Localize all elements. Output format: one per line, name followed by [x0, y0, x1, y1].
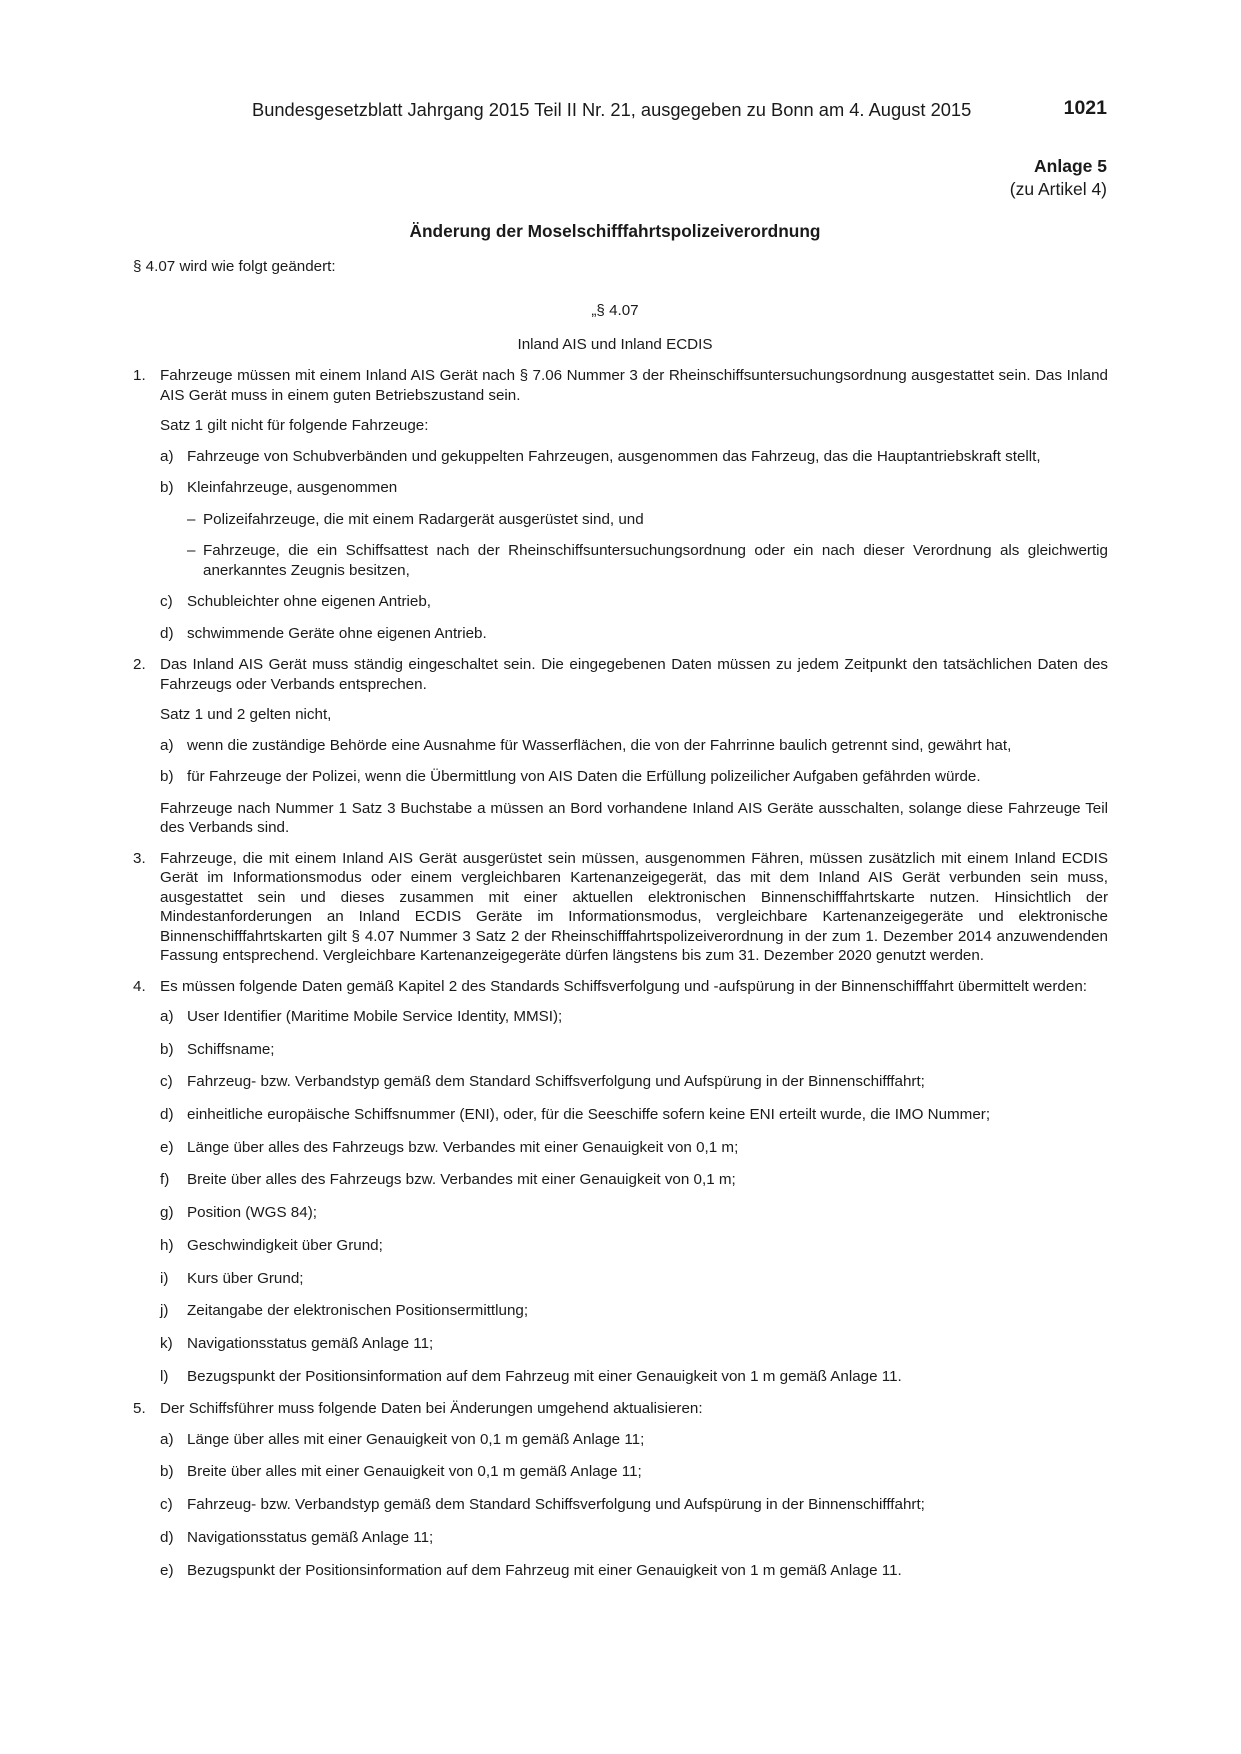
sub-text: Kleinfahrzeuge, ausgenommen — [187, 479, 398, 496]
sub-text: für Fahrzeuge der Polizei, wenn die Übermittlung von AIS Daten die Erfüllung polizeilicher Aufgaben gefährden würde. — [187, 768, 981, 785]
dash-text: Fahrzeuge, die ein Schiffsattest nach der Rheinschiffsuntersuchungsordnung oder ein nach dieser Verordnung als gleichwertig anerkanntes Zeugnis besitzen, — [203, 542, 1108, 579]
sub-item — [133, 1072, 1108, 1092]
document-body — [133, 366, 1108, 1593]
sub-text: Position (WGS 84); — [187, 1204, 317, 1222]
dash-item — [133, 510, 1108, 530]
paragraph: Fahrzeuge nach Nummer 1 Satz 3 Buchstabe a müssen an Bord vorhandene Inland AIS Geräte ausschalten, solange diese Fahrzeuge Teil des Verbands sind. — [160, 799, 1108, 836]
document-title: Änderung der Moselschifffahrtspolizeiverordnung — [409, 221, 821, 241]
sub-label: a) — [160, 1430, 174, 1448]
sub-item — [133, 1334, 1108, 1354]
list-item-1 — [133, 366, 1108, 405]
sub-item — [133, 736, 1108, 756]
sub-label: c) — [160, 593, 173, 610]
item-text: Fahrzeuge müssen mit einem Inland AIS Gerät nach § 7.06 Nummer 3 der Rheinschiffsuntersuchungsordnung ausgestattet sein. Das Inland AIS Gerät muss in einem guten Betriebszustand sein. — [160, 367, 1108, 404]
sub-label: l) — [160, 1367, 169, 1385]
sub-text: Breite über alles mit einer Genauigkeit von 0,1 m gemäß Anlage 11; — [187, 1463, 642, 1481]
sub-label: b) — [160, 1040, 174, 1058]
item-number: 3. — [133, 849, 146, 867]
sub-item — [133, 1561, 1108, 1581]
sub-item — [133, 1269, 1108, 1289]
sub-item — [133, 624, 1108, 644]
sub-text: Bezugspunkt der Positionsinformation auf dem Fahrzeug mit einer Genauigkeit von 1 m gemäß Anlage 11. — [187, 1561, 902, 1579]
item-number: 1. — [133, 367, 146, 384]
sub-item — [133, 1301, 1108, 1321]
item-text: Fahrzeuge, die mit einem Inland AIS Gerät ausgerüstet sein müssen, ausgenommen Fähren, müssen zusätzlich mit einem Inland ECDIS Gerät im Informationsmodus oder einem vergleichbaren Kartenanzeigegerät, das mit dem Inland AIS Gerät verbunden sein muss, ausgestattet sein und dieses zusammen mit einer aktuellen elektronischen Binnenschifffahrtskarte nutzen. Hinsichtlich der Mindestanforderungen an Inland ECDIS Geräte im Informationsmodus, vergleichbare Kartenanzeigegeräte und elektronische Binnenschifffahrtskarten gilt § 4.07 Nummer 3 Satz 2 der Rheinschifffahrtspolizeiverordnung in der zum 1. Dezember 2014 anzuwendenden Fassung entsprechend. Vergleichbare Kartenanzeigegeräte dürfen längstens bis zum 31. Dezember 2020 genutzt werden. — [160, 849, 1108, 964]
sub-text: Schubleichter ohne eigenen Antrieb, — [187, 593, 432, 610]
item-number: 4. — [133, 977, 146, 995]
section-heading: Inland AIS und Inland ECDIS — [517, 336, 713, 353]
sub-label: a) — [160, 1008, 174, 1025]
sub-text: Navigationsstatus gemäß Anlage 11; — [187, 1528, 434, 1546]
sub-item — [133, 478, 1108, 498]
sub-label: a) — [160, 447, 174, 465]
sub-label: c) — [160, 1496, 173, 1514]
sub-label: d) — [160, 1528, 174, 1546]
header-text: Bundesgesetzblatt Jahrgang 2015 Teil II Nr. 21, ausgegeben zu Bonn am 4. August 2015 — [252, 99, 972, 120]
sub-text: einheitliche europäische Schiffsnummer (ENI), oder, für die Seeschiffe sofern keine ENI erteilt wurde, die IMO Nummer; — [187, 1106, 991, 1124]
sub-item — [133, 1138, 1108, 1158]
sub-label: b) — [160, 479, 174, 496]
sub-item — [133, 447, 1108, 467]
sub-label: h) — [160, 1236, 174, 1254]
sub-item — [133, 1007, 1108, 1027]
list-item-5 — [133, 1399, 1108, 1419]
sub-item — [133, 1367, 1108, 1387]
sub-label: b) — [160, 768, 174, 785]
sub-text: Geschwindigkeit über Grund; — [187, 1236, 383, 1254]
sub-item — [133, 1495, 1108, 1515]
annex-label — [1010, 155, 1107, 201]
sub-label: d) — [160, 624, 174, 642]
sub-item — [133, 1040, 1108, 1060]
item-text: Das Inland AIS Gerät muss ständig eingeschaltet sein. Die eingegebenen Daten müssen zu jedem Zeitpunkt den tatsächlichen Daten des Fahrzeugs oder Verbands entsprechen. — [160, 656, 1108, 693]
sub-text: Schiffsname; — [187, 1040, 275, 1058]
paragraph: Satz 1 gilt nicht für folgende Fahrzeuge: — [160, 417, 429, 434]
list-item-3 — [133, 849, 1108, 966]
sub-label: e) — [160, 1561, 174, 1579]
paragraph: Satz 1 und 2 gelten nicht, — [160, 706, 332, 723]
sub-item — [133, 1203, 1108, 1223]
sub-text: Bezugspunkt der Positionsinformation auf dem Fahrzeug mit einer Genauigkeit von 1 m gemäß Anlage 11. — [187, 1367, 902, 1385]
item-text: Es müssen folgende Daten gemäß Kapitel 2 des Standards Schiffsverfolgung und -aufspürung in der Binnenschifffahrt übermittelt werden: — [160, 977, 1087, 995]
item-text: Der Schiffsführer muss folgende Daten bei Änderungen umgehend aktualisieren: — [160, 1400, 703, 1418]
section-number: „§ 4.07 — [591, 302, 639, 319]
sub-text: Fahrzeug- bzw. Verbandstyp gemäß dem Standard Schiffsverfolgung und Aufspürung in der Binnenschifffahrt; — [187, 1073, 925, 1091]
page-number: 1021 — [1063, 97, 1107, 119]
sub-label: c) — [160, 1073, 173, 1091]
intro-text: § 4.07 wird wie folgt geändert: — [133, 258, 336, 275]
sub-label: j) — [160, 1302, 169, 1320]
sub-label: g) — [160, 1204, 174, 1222]
sub-item — [133, 1105, 1108, 1125]
sub-text: Kurs über Grund; — [187, 1269, 304, 1287]
sub-label: b) — [160, 1463, 174, 1481]
sub-item — [133, 1236, 1108, 1256]
sub-label: a) — [160, 736, 174, 754]
sub-label: e) — [160, 1138, 174, 1156]
sub-label: f) — [160, 1171, 170, 1189]
dash-marker: – — [187, 542, 196, 559]
sub-item — [133, 1430, 1108, 1450]
annex-reference: (zu Artikel 4) — [1009, 179, 1107, 199]
dash-marker: – — [187, 510, 196, 528]
list-item-2 — [133, 655, 1108, 694]
sub-text: schwimmende Geräte ohne eigenen Antrieb. — [187, 624, 487, 642]
list-item-4 — [133, 977, 1108, 997]
sub-text: Zeitangabe der elektronischen Positionsermittlung; — [187, 1302, 529, 1320]
sub-text: Länge über alles mit einer Genauigkeit von 0,1 m gemäß Anlage 11; — [187, 1430, 645, 1448]
sub-item — [133, 1170, 1108, 1190]
sub-text: Länge über alles des Fahrzeugs bzw. Verbandes mit einer Genauigkeit von 0,1 m; — [187, 1138, 739, 1156]
sub-item — [133, 592, 1108, 612]
sub-text: Navigationsstatus gemäß Anlage 11; — [187, 1334, 434, 1352]
sub-item — [133, 1528, 1108, 1548]
sub-text: Fahrzeuge von Schubverbänden und gekuppelten Fahrzeugen, ausgenommen das Fahrzeug, das die Hauptantriebskraft stellt, — [187, 447, 1041, 465]
sub-text: Breite über alles des Fahrzeugs bzw. Verbandes mit einer Genauigkeit von 0,1 m; — [187, 1171, 736, 1189]
sub-item — [133, 1462, 1108, 1482]
sub-text: Fahrzeug- bzw. Verbandstyp gemäß dem Standard Schiffsverfolgung und Aufspürung in der Binnenschifffahrt; — [187, 1496, 925, 1514]
sub-label: d) — [160, 1106, 174, 1124]
sub-text: wenn die zuständige Behörde eine Ausnahme für Wasserflächen, die von der Fahrrinne baulich getrennt sind, gewährt hat, — [187, 736, 1012, 754]
item-number: 5. — [133, 1400, 146, 1418]
dash-text: Polizeifahrzeuge, die mit einem Radargerät ausgerüstet sind, und — [203, 510, 644, 528]
sub-item — [133, 767, 1108, 787]
sub-label: i) — [160, 1269, 169, 1287]
sub-text: User Identifier (Maritime Mobile Service Identity, MMSI); — [187, 1008, 563, 1025]
page-header — [252, 97, 1107, 126]
sub-label: k) — [160, 1334, 173, 1352]
item-number: 2. — [133, 656, 146, 673]
annex-number: Anlage 5 — [1034, 156, 1107, 176]
dash-item — [133, 541, 1108, 580]
